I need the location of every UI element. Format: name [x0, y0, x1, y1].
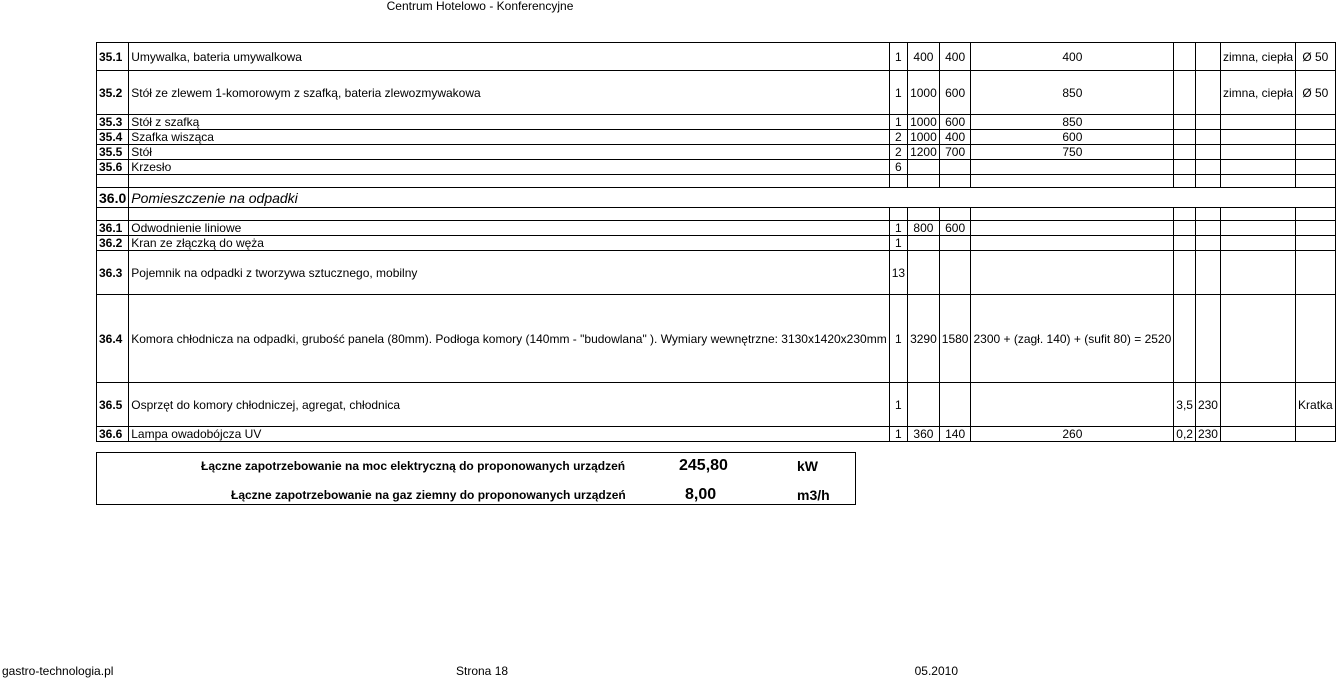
item-height: [971, 251, 1174, 295]
electric-unit: kW: [797, 458, 818, 474]
item-qty: 1: [889, 383, 907, 427]
empty-cell: [908, 175, 940, 188]
item-power: [1174, 221, 1196, 236]
item-water: [1220, 427, 1295, 442]
item-water: zimna, ciepła: [1220, 43, 1295, 71]
item-water: [1220, 130, 1295, 145]
table-row: [97, 427, 1336, 442]
spacer-row: [97, 175, 1336, 188]
gas-label: Łączne zapotrzebowanie na gaz ziemny do proponowanych urządzeń: [231, 488, 626, 502]
item-height: [971, 160, 1174, 175]
item-height: 850: [971, 115, 1174, 130]
section-number: 36.0: [97, 188, 129, 208]
item-voltage: 230: [1195, 427, 1220, 442]
item-height: 750: [971, 145, 1174, 160]
empty-cell: [97, 208, 129, 221]
item-drain: Kratka: [1296, 383, 1336, 427]
item-voltage: [1195, 221, 1220, 236]
item-height: [971, 221, 1174, 236]
item-length: 400: [908, 43, 940, 71]
item-number: 36.5: [97, 383, 129, 427]
table-row: [97, 145, 1336, 160]
item-drain: Ø 50: [1296, 71, 1336, 115]
item-voltage: [1195, 251, 1220, 295]
item-voltage: [1195, 130, 1220, 145]
item-width: 700: [939, 145, 971, 160]
summary-box: [96, 452, 856, 505]
item-width: 600: [939, 71, 971, 115]
section-row: [97, 188, 1336, 208]
item-width: [939, 251, 971, 295]
item-drain: [1296, 221, 1336, 236]
item-drain: [1296, 427, 1336, 442]
item-water: [1220, 160, 1295, 175]
item-power: 3,5: [1174, 383, 1196, 427]
table-row: [97, 115, 1336, 130]
empty-cell: [889, 175, 907, 188]
item-qty: 13: [889, 251, 907, 295]
item-voltage: [1195, 145, 1220, 160]
table-row: [97, 295, 1336, 383]
item-length: 1000: [908, 130, 940, 145]
gas-value: 8,00: [685, 486, 717, 503]
item-qty: 1: [889, 295, 907, 383]
item-water: [1220, 221, 1295, 236]
item-drain: Ø 50: [1296, 43, 1336, 71]
item-width: 600: [939, 115, 971, 130]
item-voltage: [1195, 236, 1220, 251]
equipment-table: [96, 42, 1336, 442]
item-drain: [1296, 160, 1336, 175]
item-width: [939, 160, 971, 175]
item-name: Odwodnienie liniowe: [129, 221, 889, 236]
electric-value: 245,80: [679, 457, 728, 474]
item-water: zimna, ciepła: [1220, 71, 1295, 115]
item-water: [1220, 145, 1295, 160]
footer-left: gastro-technologia.pl: [2, 664, 114, 678]
footer-right: 05.2010: [914, 664, 958, 678]
item-voltage: [1195, 295, 1220, 383]
empty-cell: [129, 208, 889, 221]
item-power: [1174, 236, 1196, 251]
page-header: Centrum Hotelowo - Konferencyjne: [386, 0, 574, 13]
item-length: 800: [908, 221, 940, 236]
item-power: [1174, 295, 1196, 383]
item-width: 600: [939, 221, 971, 236]
item-number: 36.2: [97, 236, 129, 251]
item-height: [971, 236, 1174, 251]
table-row: [97, 251, 1336, 295]
section-title-text: Pomieszczenie na odpadki: [131, 189, 298, 206]
item-number: 36.1: [97, 221, 129, 236]
item-height: [971, 383, 1174, 427]
item-height: 2300 + (zagł. 140) + (sufit 80) = 2520: [971, 295, 1174, 383]
item-water: [1220, 295, 1295, 383]
item-height: 400: [971, 43, 1174, 71]
item-name: Pojemnik na odpadki z tworzywa sztucznego, mobilny: [129, 251, 889, 295]
item-name: Krzesło: [129, 160, 889, 175]
item-name: Szafka wisząca: [129, 130, 889, 145]
item-drain: [1296, 295, 1336, 383]
item-qty: 1: [889, 115, 907, 130]
empty-cell: [1174, 175, 1196, 188]
item-number: 36.3: [97, 251, 129, 295]
item-drain: [1296, 251, 1336, 295]
item-power: [1174, 43, 1196, 71]
empty-cell: [1195, 175, 1220, 188]
item-power: [1174, 115, 1196, 130]
item-drain: [1296, 236, 1336, 251]
empty-cell: [889, 208, 907, 221]
item-length: 1200: [908, 145, 940, 160]
item-power: [1174, 130, 1196, 145]
item-name: Umywalka, bateria umywalkowa: [129, 43, 889, 71]
item-length: 360: [908, 427, 940, 442]
empty-cell: [1220, 175, 1295, 188]
table-row: [97, 160, 1336, 175]
empty-cell: [1220, 208, 1295, 221]
item-width: 140: [939, 427, 971, 442]
empty-cell: [1195, 208, 1220, 221]
spacer-row: [97, 208, 1336, 221]
item-power: [1174, 160, 1196, 175]
item-name: Kran ze złączką do węża: [129, 236, 889, 251]
table-row: [97, 43, 1336, 71]
table-row: [97, 130, 1336, 145]
item-length: 3290: [908, 295, 940, 383]
item-drain: [1296, 115, 1336, 130]
item-length: [908, 160, 940, 175]
item-name: Stół ze zlewem 1-komorowym z szafką, bateria zlewozmywakowa: [129, 71, 889, 115]
item-qty: 6: [889, 160, 907, 175]
item-qty: 1: [889, 236, 907, 251]
item-water: [1220, 383, 1295, 427]
item-height: 600: [971, 130, 1174, 145]
item-length: 1000: [908, 115, 940, 130]
empty-cell: [97, 175, 129, 188]
item-voltage: [1195, 160, 1220, 175]
item-number: 36.6: [97, 427, 129, 442]
item-water: [1220, 251, 1295, 295]
item-voltage: [1195, 71, 1220, 115]
item-power: 0,2: [1174, 427, 1196, 442]
item-number: 35.5: [97, 145, 129, 160]
section-title: [129, 188, 1335, 208]
item-name: Stół z szafką: [129, 115, 889, 130]
table-row: [97, 383, 1336, 427]
item-qty: 1: [889, 71, 907, 115]
item-voltage: [1195, 115, 1220, 130]
item-width: [939, 383, 971, 427]
item-number: 35.6: [97, 160, 129, 175]
item-voltage: [1195, 43, 1220, 71]
item-number: 35.4: [97, 130, 129, 145]
item-water: [1220, 115, 1295, 130]
footer-center: Strona 18: [456, 664, 509, 678]
item-width: [939, 236, 971, 251]
item-number: 36.4: [97, 295, 129, 383]
item-power: [1174, 251, 1196, 295]
item-power: [1174, 71, 1196, 115]
item-name: Osprzęt do komory chłodniczej, agregat, chłodnica: [129, 383, 889, 427]
table-row: [97, 71, 1336, 115]
item-number: 35.1: [97, 43, 129, 71]
item-name: Stół: [129, 145, 889, 160]
item-qty: 1: [889, 221, 907, 236]
empty-cell: [939, 175, 971, 188]
item-qty: 1: [889, 427, 907, 442]
empty-cell: [939, 208, 971, 221]
item-voltage: 230: [1195, 383, 1220, 427]
item-length: [908, 236, 940, 251]
item-water: [1220, 236, 1295, 251]
empty-cell: [908, 208, 940, 221]
empty-cell: [1296, 208, 1336, 221]
item-length: 1000: [908, 71, 940, 115]
item-qty: 2: [889, 145, 907, 160]
item-height: 260: [971, 427, 1174, 442]
item-qty: 2: [889, 130, 907, 145]
item-name: Komora chłodnicza na odpadki, grubość panela (80mm). Podłoga komory (140mm - "budowlana" ). Wymiary wewnętrzne: 3130x1420x230mm: [129, 295, 889, 383]
empty-cell: [1174, 208, 1196, 221]
empty-cell: [1296, 175, 1336, 188]
empty-cell: [971, 208, 1174, 221]
item-drain: [1296, 145, 1336, 160]
item-number: 35.2: [97, 71, 129, 115]
electric-label: Łączne zapotrzebowanie na moc elektryczną do proponowanych urządzeń: [201, 459, 626, 473]
item-name: Lampa owadobójcza UV: [129, 427, 889, 442]
empty-cell: [129, 175, 889, 188]
gas-unit: m3/h: [797, 487, 830, 503]
item-length: [908, 383, 940, 427]
item-width: 1580: [939, 295, 971, 383]
item-number: 35.3: [97, 115, 129, 130]
item-drain: [1296, 130, 1336, 145]
table-row: [97, 236, 1336, 251]
empty-cell: [971, 175, 1174, 188]
item-width: 400: [939, 43, 971, 71]
item-power: [1174, 145, 1196, 160]
item-height: 850: [971, 71, 1174, 115]
table-row: [97, 221, 1336, 236]
item-length: [908, 251, 940, 295]
item-qty: 1: [889, 43, 907, 71]
item-width: 400: [939, 130, 971, 145]
